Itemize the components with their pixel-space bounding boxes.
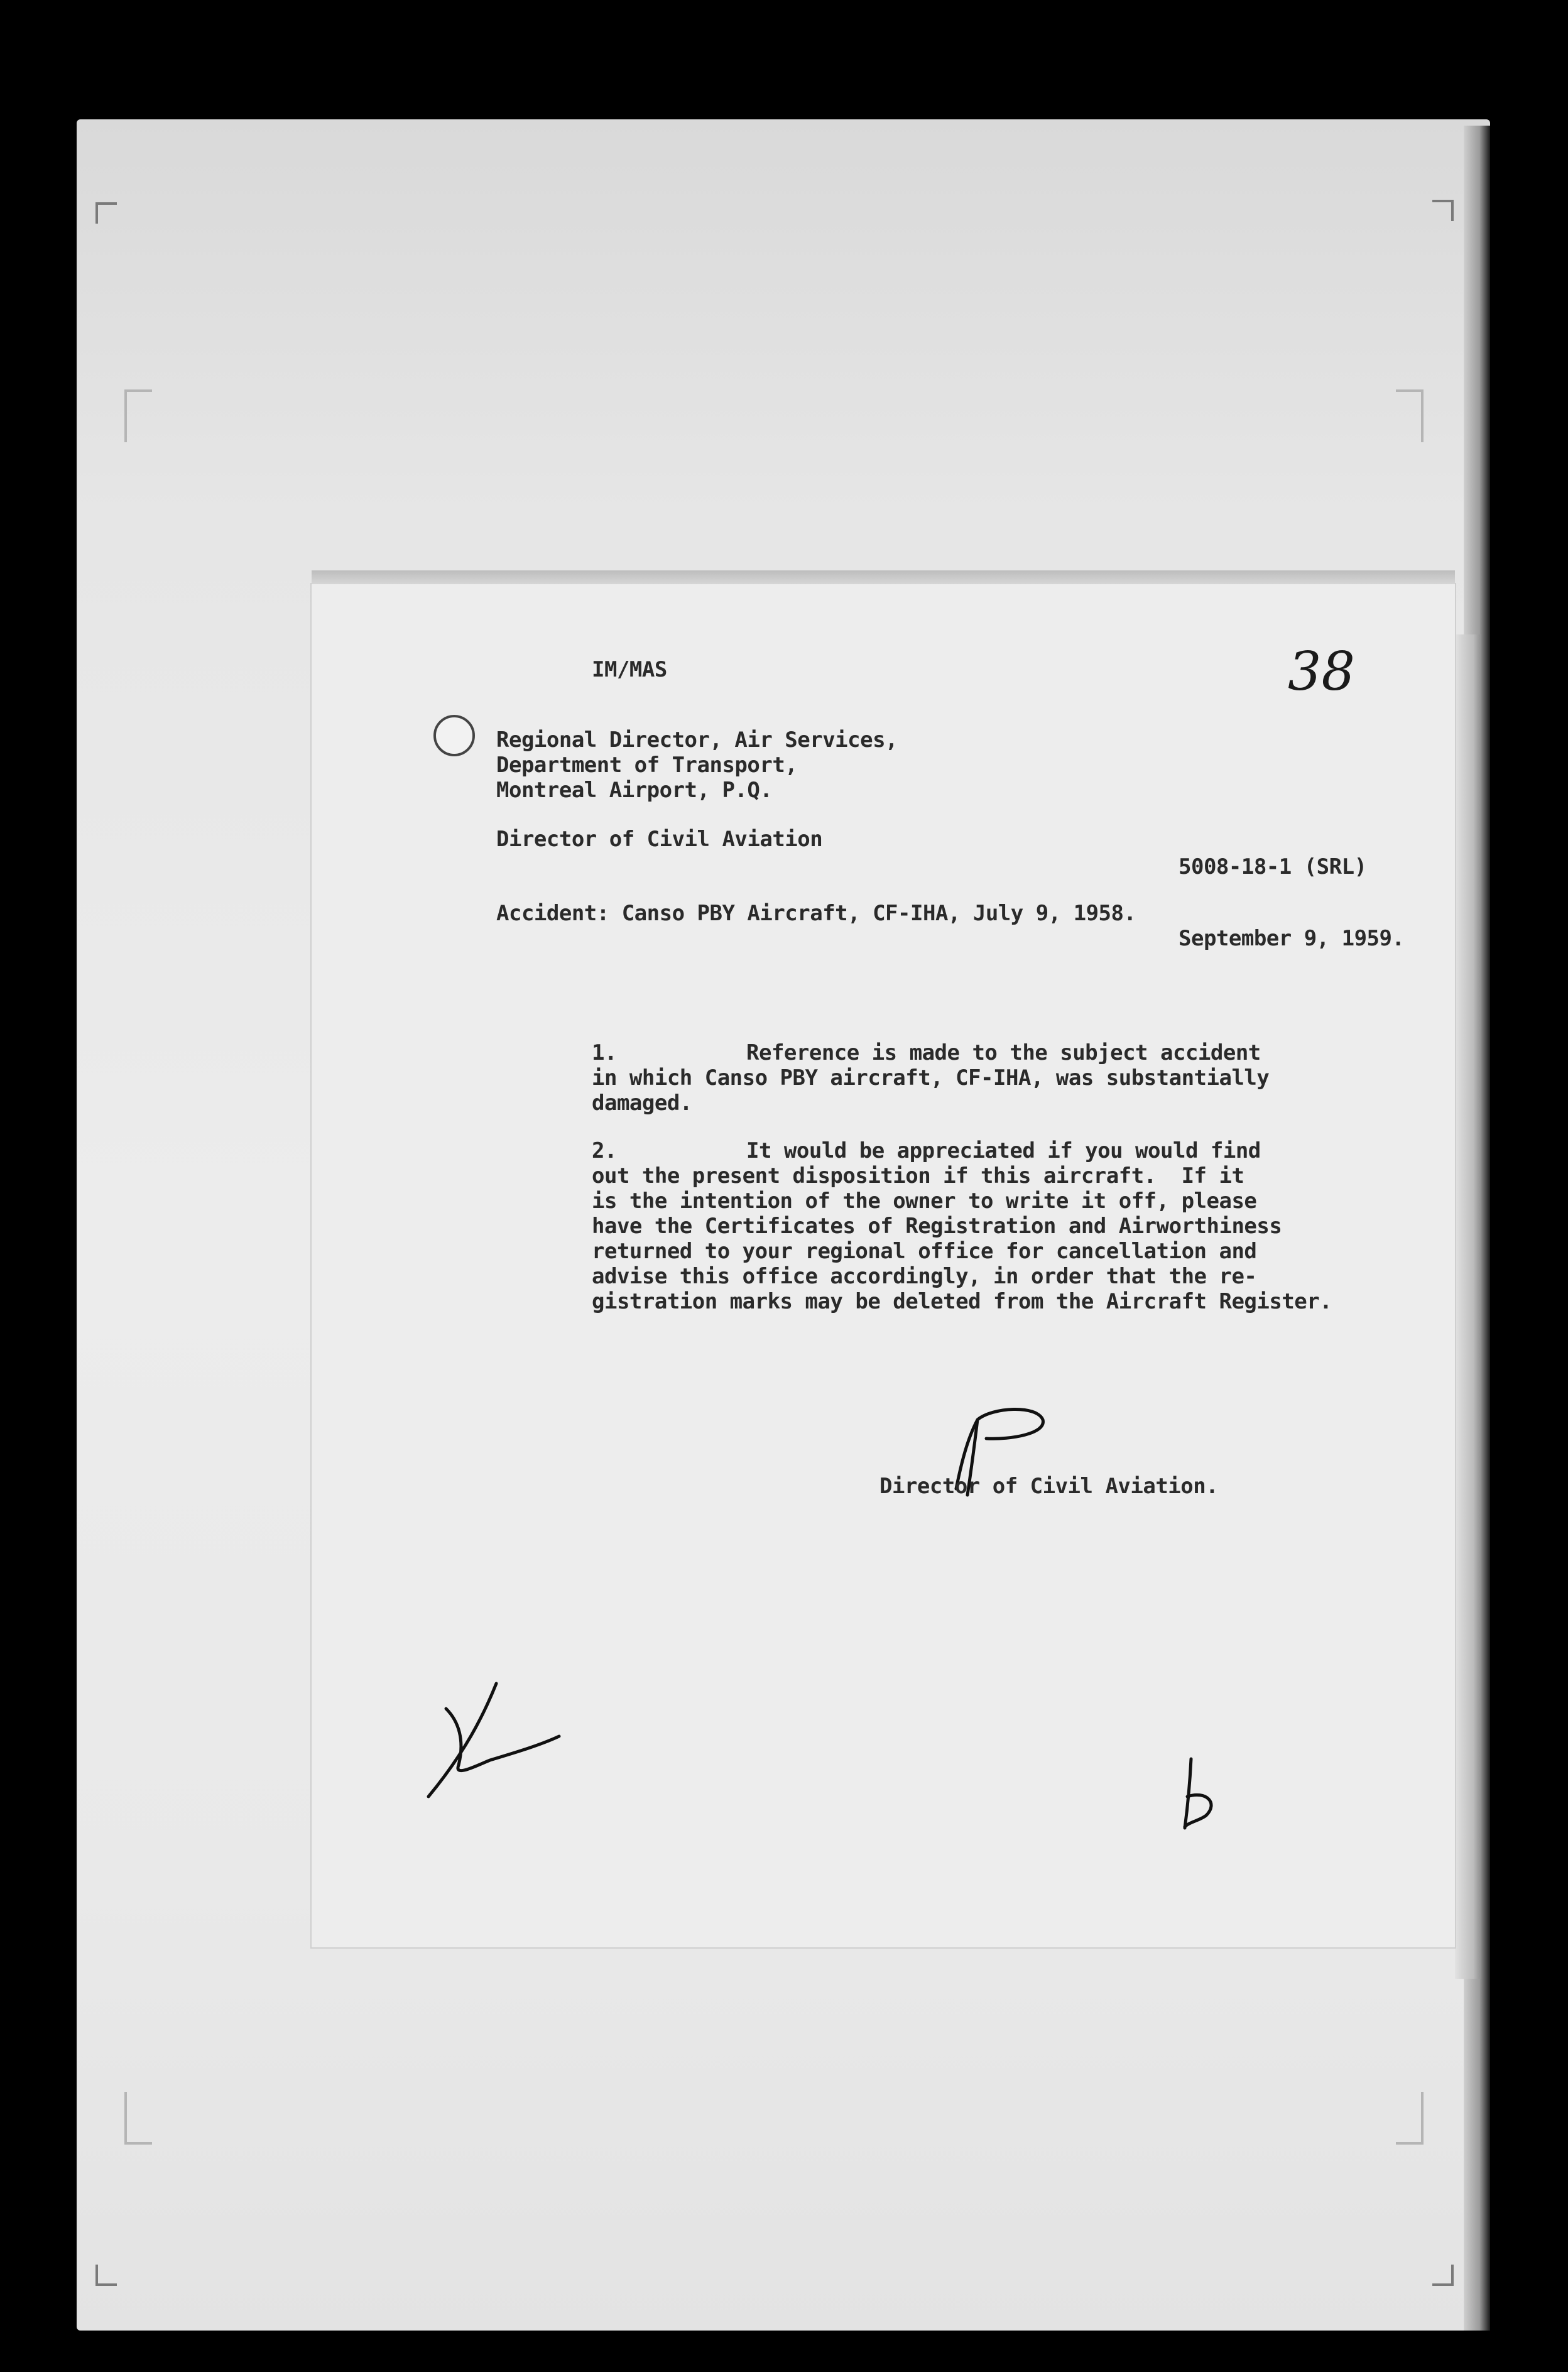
paragraph-2-number: 2. (592, 1138, 617, 1163)
frame-mark-top-left (124, 389, 152, 442)
typist-initials: IM/MAS (592, 657, 667, 682)
paragraph-2-line-3: is the intention of the owner to write it off, please (592, 1189, 1257, 1214)
paragraph-1-number: 1. (592, 1040, 617, 1065)
signature-title: Director of Civil Aviation. (879, 1474, 1219, 1499)
paragraph-2-line-1: It would be appreciated if you would find (746, 1138, 1261, 1163)
crop-mark-top-right (1432, 200, 1454, 221)
file-reference: 5008-18-1 (SRL) (1179, 854, 1367, 879)
recipient-line-3: Montreal Airport, P.Q. (496, 778, 773, 803)
paragraph-1-line-1: Reference is made to the subject accident (746, 1040, 1261, 1065)
crop-mark-bottom-right (1432, 2265, 1454, 2286)
paragraph-2-line-6: advise this office accordingly, in order that the re- (592, 1264, 1257, 1289)
punch-hole (433, 715, 475, 756)
handwritten-mark (1162, 1753, 1238, 1834)
crop-mark-bottom-left (95, 2265, 117, 2286)
frame-mark-top-right (1396, 389, 1424, 442)
subject-line: Accident: Canso PBY Aircraft, CF-IHA, July 9, 1958. (496, 901, 1136, 926)
recipient-line-2: Department of Transport, (496, 753, 798, 778)
frame-mark-bottom-right (1396, 2092, 1424, 2145)
letter-date: September 9, 1959. (1179, 926, 1405, 951)
paragraph-2-line-4: have the Certificates of Registration and Airworthiness (592, 1214, 1282, 1239)
frame-mark-bottom-left (124, 2092, 152, 2145)
sheet-edge (1455, 634, 1481, 1979)
paragraph-2-line-5: returned to your regional office for cancellation and (592, 1239, 1257, 1264)
paragraph-1-line-3: damaged. (592, 1091, 692, 1116)
folio-number: 38 (1288, 641, 1355, 702)
paragraph-2-line-2: out the present disposition if this aircraft. If it (592, 1163, 1244, 1189)
sender: Director of Civil Aviation (496, 827, 823, 852)
paragraph-2-line-7: gistration marks may be deleted from the Aircraft Register. (592, 1289, 1332, 1314)
paragraph-1-line-2: in which Canso PBY aircraft, CF-IHA, was substantially (592, 1065, 1270, 1091)
crop-mark-top-left (95, 202, 117, 224)
handwritten-initials (421, 1671, 572, 1809)
recipient-line-1: Regional Director, Air Services, (496, 727, 898, 753)
